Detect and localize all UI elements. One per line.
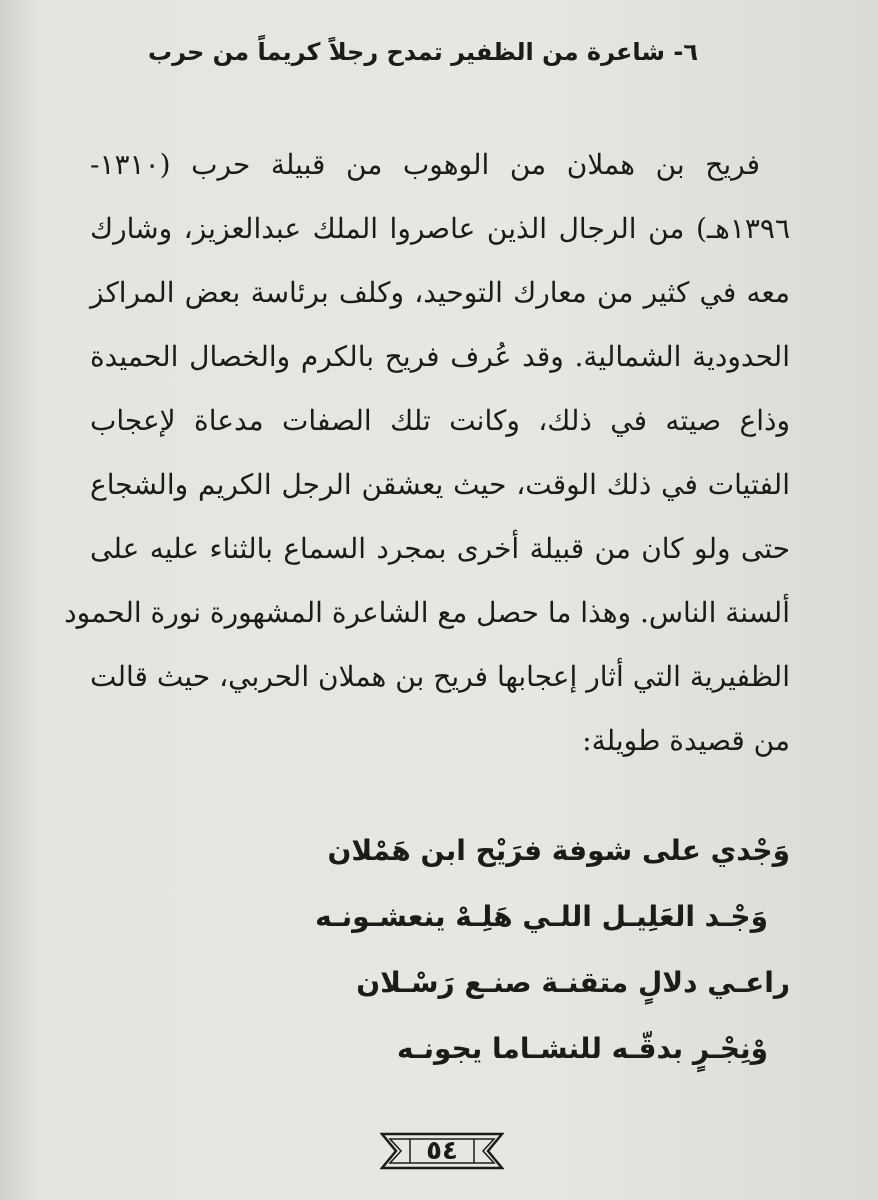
prose-line: الحدودية الشمالية. وقد عُرف فريح بالكرم والخصال الحميدة: [90, 340, 790, 373]
poem-verses: [90, 826, 790, 1090]
prose-line: معه في كثير من معارك التوحيد، وكلف برئاسة بعض المراكز: [90, 276, 790, 309]
prose-line: فريح بن هملان من الوهوب من قبيلة حرب (١٣١٠-: [90, 148, 760, 181]
poem-verse: وْنِجْـرٍ بدقّـه للنشـاما يجونـه: [396, 1032, 768, 1065]
chapter-title: ٦- شاعرة من الظفير تمدح رجلاً كريماً من حرب: [147, 38, 698, 66]
prose-line: ألسنة الناس. وهذا ما حصل مع الشاعرة المشهورة نورة الحمود: [64, 596, 790, 629]
page-number-badge: [380, 1130, 504, 1172]
poem-verse: وَجْـد العَلِيـل اللـي هَلِـهْ ينعشـونـه: [315, 900, 768, 933]
prose-line: ١٣٩٦هـ) من الرجال الذين عاصروا الملك عبدالعزيز، وشارك: [90, 212, 790, 245]
prose-line: من قصيدة طويلة:: [582, 724, 790, 757]
prose-line: حتى ولو كان من قبيلة أخرى بمجرد السماع بالثناء عليه على: [90, 532, 790, 565]
page-number: ٥٤: [426, 1136, 458, 1166]
poem-verse: وَجْدي على شوفة فرَيْح ابن هَمْلان: [327, 834, 790, 867]
prose-line: الظفيرية التي أثار إعجابها فريح بن هملان الحربي، حيث قالت: [90, 660, 790, 693]
prose-paragraph: [64, 142, 790, 782]
prose-line: الفتيات في ذلك الوقت، حيث يعشقن الرجل الكريم والشجاع: [90, 468, 790, 501]
prose-line: وذاع صيته في ذلك، وكانت تلك الصفات مدعاة لإعجاب: [90, 404, 790, 437]
poem-verse: راعـي دلالٍ متقنـة صنـع رَسْـلان: [356, 966, 790, 999]
